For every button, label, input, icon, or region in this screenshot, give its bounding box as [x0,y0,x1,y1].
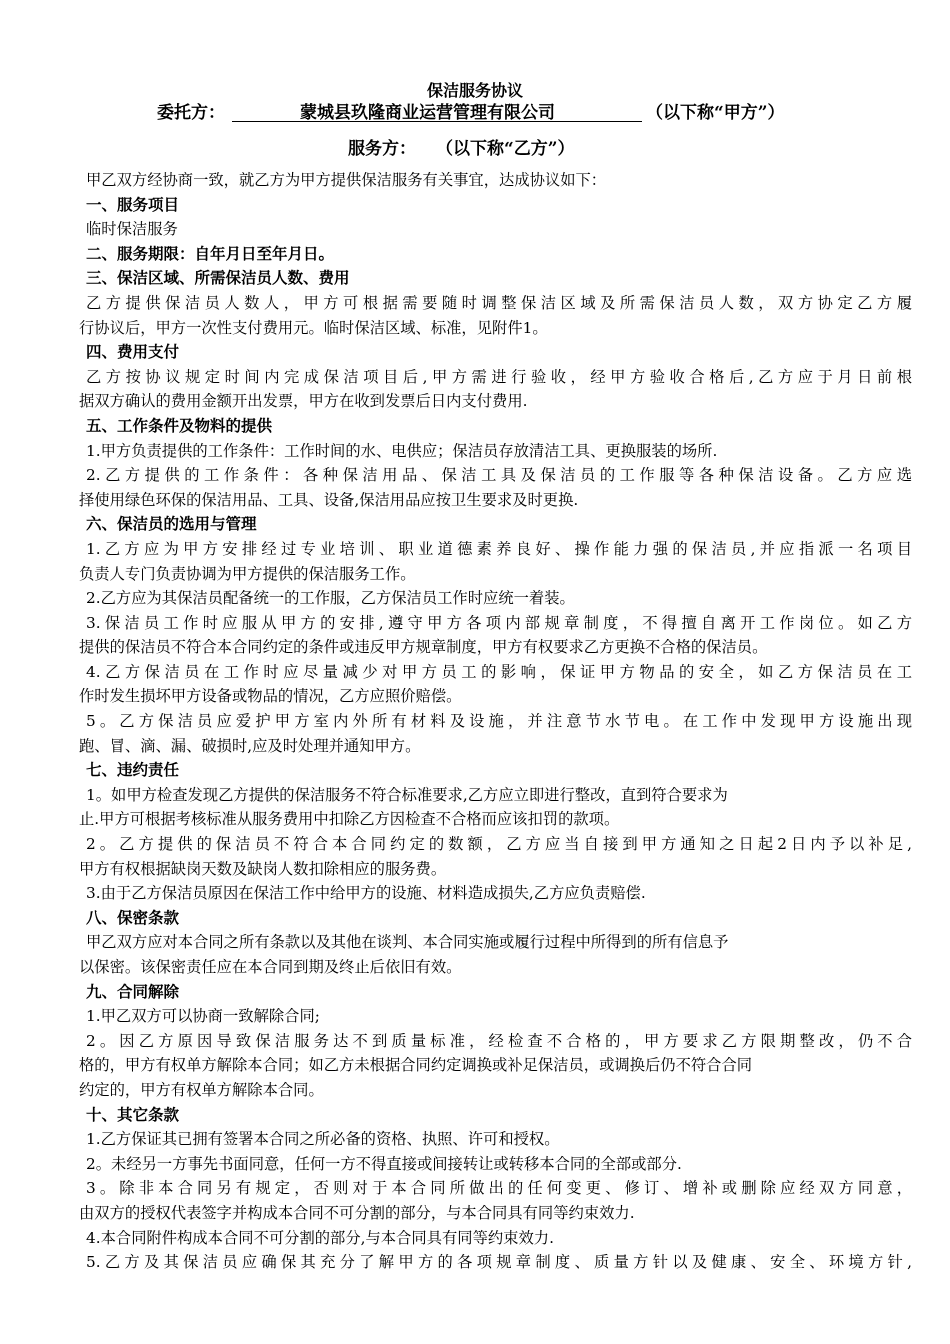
paragraph-line: 1.乙方保证其已拥有签署本合同之所必备的资格、执照、许可和授权。 [86,1130,560,1149]
paragraph-line: 止.甲方可根据考核标准从服务费用中扣除乙方因检查不合格而应该扣罚的款项。 [79,810,620,829]
paragraph-line: 据双方确认的费用金额开出发票，甲方在收到发票后日内支付费用. [79,392,528,411]
paragraph-line: 5.乙方及其保洁员应确保其充分了解甲方的各项规章制度、质量方针以及健康、安全、环境方针, [86,1253,912,1272]
section-heading: 四、费用支付 [86,342,180,362]
section-heading: 九、合同解除 [86,981,180,1001]
paragraph-line: 1.乙方应为甲方安排经过专业培训、职业道德素养良好、操作能力强的保洁员,并应指派一名项目 [86,539,912,558]
paragraph-line: 1。如甲方检查发现乙方提供的保洁服务不符合标准要求,乙方应立即进行整改，直到符合要求为 [86,785,728,804]
paragraph-line: 甲乙双方应对本合同之所有条款以及其他在谈判、本合同实施或履行过程中所得到的所有信息予 [86,933,729,952]
paragraph-line: 甲乙双方经协商一致，就乙方为甲方提供保洁服务有关事宜，达成协议如下： [86,171,607,189]
paragraph-line: 4.本合同附件构成本合同不可分割的部分,与本合同具有同等约束效力. [86,1228,554,1247]
paragraph-line: 由双方的授权代表签字并构成本合同不可分割的部分，与本合同具有同等约束效力. [79,1203,635,1222]
document-title: 保洁服务协议 [426,81,523,100]
client-suffix: （以下称“甲方”） [646,103,785,123]
section-heading: 七、违约责任 [86,760,180,780]
paragraph-line: 2。因乙方原因导致保洁服务达不到质量标准，经检查不合格的，甲方要求乙方限期整改，仍不合 [86,1031,912,1050]
paragraph-line: 1.甲方负责提供的工作条件：工作时间的水、电供应；保洁员存放清洁工具、更换服装的场所. [86,441,718,460]
paragraph-line: 4.乙方保洁员在工作时应尽量减少对甲方员工的影响，保证甲方物品的安全，如乙方保洁员在工 [86,662,912,681]
paragraph-line: 负责人专门负责协调为甲方提供的保洁服务工作。 [79,564,416,583]
paragraph-line: 2。乙方提供的保洁员不符合本合同约定的数额，乙方应当自接到甲方通知之日起2日内予以补足, [86,835,912,854]
client-label: 委托方： [157,103,225,123]
paragraph-line: 择使用绿色环保的保洁用品、工具、设备,保洁用品应按卫生要求及时更换. [79,490,579,509]
paragraph-line: 以保密。该保密责任应在本合同到期及终止后依旧有效。 [79,958,462,976]
paragraph-line: 约定的，甲方有权单方解除本合同。 [79,1080,324,1099]
section-heading: 六、保洁员的选用与管理 [86,514,257,534]
paragraph-line: 5。乙方保洁员应爱护甲方室内外所有材料及设施，并注意节水节电。在工作中发现甲方设施出现 [86,712,912,731]
paragraph-line: 作时发生损坏甲方设备或物品的情况，乙方应照价赔偿。 [79,687,462,706]
section-heading: 十、其它条款 [86,1104,180,1124]
section-heading: 一、服务项目 [86,194,180,214]
section-heading: 二、服务期限：自年月日至年月日。 [86,243,335,263]
paragraph-line: 临时保洁服务 [86,220,178,239]
paragraph-line: 乙方按协议规定时间内完成保洁项目后,甲方需进行验收，经甲方验收合格后,乙方应于月日前根 [86,367,912,386]
paragraph-line: 格的，甲方有权单方解除本合同；如乙方未根据合同约定调换或补足保洁员，或调换后仍不符合合同 [79,1056,753,1075]
paragraph-line: 行协议后，甲方一次性支付费用元。临时保洁区域、标准，见附件1。 [79,318,548,337]
client-name: 蒙城县玖隆商业运营管理有限公司 [300,103,555,123]
section-heading: 三、保洁区域、所需保洁员人数、费用 [86,268,350,288]
paragraph-line: 3.保洁员工作时应服从甲方的安排,遵守甲方各项内部规章制度，不得擅自离开工作岗位。如乙方 [86,613,912,632]
paragraph-line: 跑、冒、滴、漏、破损时,应及时处理并通知甲方。 [79,736,421,755]
paragraph-line: 3。除非本合同另有规定，否则对于本合同所做出的任何变更、修订、增补或删除应经双方同意， [86,1179,912,1198]
paragraph-line: 1.甲乙双方可以协商一致解除合同; [86,1007,320,1026]
paragraph-line: 2.乙方提供的工作条件：各种保洁用品、保洁工具及保洁员的工作服等各种保洁设备。乙方应选 [86,466,912,485]
paragraph-line: 甲方有权根据缺岗天数及缺岗人数扣除相应的服务费。 [79,859,447,878]
provider-label: 服务方： [348,139,416,159]
paragraph-line: 3.由于乙方保洁员原因在保洁工作中给甲方的设施、材料造成损失,乙方应负责赔偿. [86,884,646,903]
provider-suffix: （以下称“乙方”） [436,139,575,159]
paragraph-line: 提供的保洁员不符合本合同约定的条件或违反甲方规章制度，甲方有权要求乙方更换不合格的保洁员。 [79,638,768,657]
paragraph-line: 2。未经另一方事先书面同意，任何一方不得直接或间接转让或转移本合同的全部或部分. [86,1154,682,1173]
document-body [79,168,912,1275]
section-heading: 五、工作条件及物料的提供 [86,415,273,435]
paragraph-line: 乙方提供保洁员人数人，甲方可根据需要随时调整保洁区域及所需保洁员人数，双方协定乙方履 [86,293,912,312]
paragraph-line: 2.乙方应为其保洁员配备统一的工作服，乙方保洁员工作时应统一着装。 [86,589,575,608]
section-heading: 八、保密条款 [86,907,180,927]
